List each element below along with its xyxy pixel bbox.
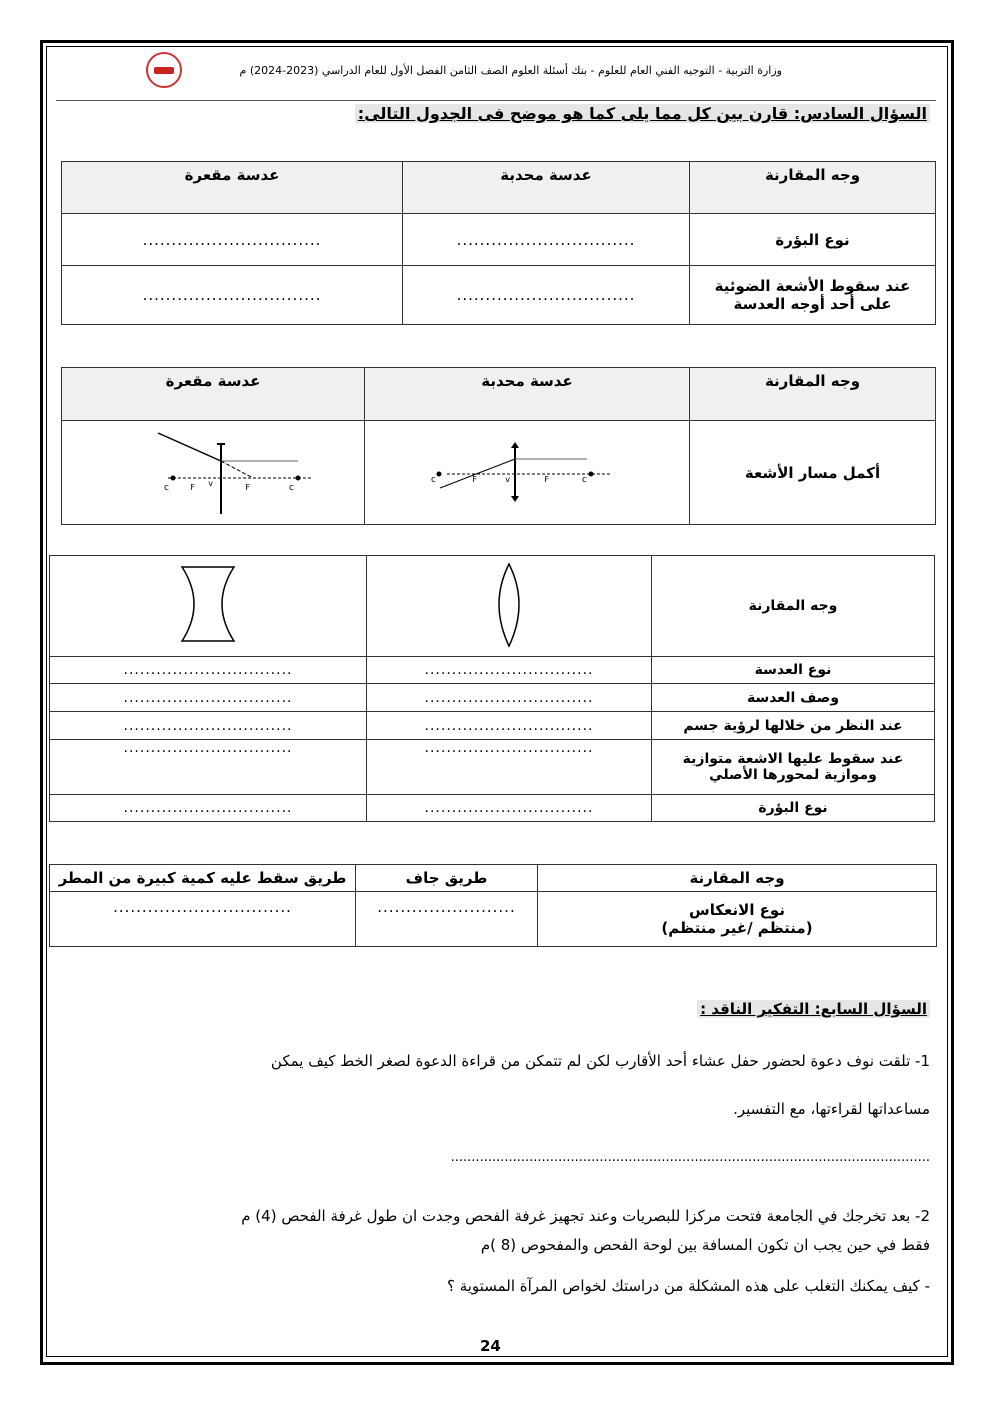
row-label: عند النظر من خلالها لرؤية جسم	[652, 712, 935, 740]
q7-item-2-text-cont: فقط في حين يجب ان تكون المسافة بين لوحة الفحص والمفحوص (8 )م	[480, 1236, 930, 1254]
label-f: F	[245, 482, 250, 492]
answer-blank[interactable]: ...............................	[50, 795, 367, 822]
answer-blank[interactable]: ...............................	[403, 266, 690, 325]
label-c: c	[164, 482, 169, 493]
answer-blank[interactable]: ...............................	[50, 892, 356, 947]
answer-blank[interactable]: ...............................	[62, 214, 403, 266]
label-v: v	[505, 474, 510, 484]
label-f: F	[472, 474, 477, 484]
header-cell: عدسة مقعرة	[62, 368, 365, 421]
q7-item-1-answer[interactable]: ....................................................................................................................	[450, 1150, 930, 1165]
row-label: عند سقوط الأشعة الضوئية على أحد أوجه العدسة	[690, 266, 936, 325]
comparison-table-3	[49, 555, 935, 822]
answer-blank[interactable]: ........................	[356, 892, 538, 947]
label-c: c	[289, 482, 294, 493]
label-f: F	[190, 482, 195, 492]
header-cell: وجه المقارنة	[538, 865, 937, 892]
header-cell: وجه المقارنة	[690, 162, 936, 214]
label-f: F	[544, 474, 549, 484]
comparison-table-4	[49, 864, 937, 947]
header-cell: عدسة مقعرة	[62, 162, 403, 214]
answer-blank[interactable]: ...............................	[403, 214, 690, 266]
comparison-table-2	[61, 367, 936, 525]
row-label: نوع الانعكاس	[689, 901, 785, 919]
concave-lens-image	[50, 556, 367, 657]
question-6-title: السؤال السادس: قارن بين كل مما يلى كما هو موضح فى الجدول التالى:	[355, 104, 930, 123]
row-label: نوع البؤرة	[690, 214, 936, 266]
convex-lens-icon	[484, 556, 534, 652]
label-c: c	[431, 474, 436, 485]
header-cell: عدسة محدبة	[365, 368, 690, 421]
answer-blank[interactable]: ...............................	[50, 684, 367, 712]
ministry-logo-icon	[146, 52, 182, 88]
page-number: 24	[480, 1337, 501, 1355]
row-label: أكمل مسار الأشعة	[690, 421, 936, 525]
header-cell: طريق سقط عليه كمية كبيرة من المطر	[50, 865, 356, 892]
answer-blank[interactable]: ...............................	[50, 712, 367, 740]
answer-blank[interactable]: ...............................	[367, 657, 652, 684]
answer-blank[interactable]: ...............................	[367, 712, 652, 740]
answer-blank[interactable]: ...............................	[367, 740, 652, 795]
q7-item-1-text-cont: مساعداتها لقراءتها، مع التفسير.	[733, 1100, 930, 1118]
q7-item-2-text: 2- بعد تخرجك في الجامعة فتحت مركزا للبصريات وعند تجهيز غرفة الفحص وجدت ان طول غرفة الفحص (4) م	[241, 1207, 930, 1225]
header-divider	[56, 100, 936, 101]
concave-ray-diagram[interactable]	[62, 421, 365, 525]
convex-lens-image	[367, 556, 652, 657]
q7-item-2-question: - كيف يمكنك التغلب على هذه المشكلة من دراستك لخواص المرآة المستوية ؟	[446, 1277, 930, 1295]
answer-blank[interactable]: ...............................	[50, 657, 367, 684]
header-cell: طريق جاف	[356, 865, 538, 892]
row-label-hint: (منتظم /غير منتظم)	[661, 919, 813, 937]
convex-lens-diagram-icon	[427, 436, 627, 506]
concave-lens-diagram-icon	[113, 426, 313, 516]
header-cell: عدسة محدبة	[403, 162, 690, 214]
label-c: c	[582, 474, 587, 485]
q7-item-1-text: 1- تلقت نوف دعوة لحضور حفل عشاء أحد الأقارب لكن لم تتمكن من قراءة الدعوة لصغر الخط كيف يمكن	[270, 1052, 930, 1070]
row-label: نوع العدسة	[652, 657, 935, 684]
convex-ray-diagram[interactable]	[365, 421, 690, 525]
concave-lens-icon	[172, 559, 244, 649]
header-text: وزارة التربية - التوجيه الفني العام للعلوم - بنك أسئلة العلوم الصف الثامن الفصل الأول للعام الدراسي (2023-2024) م	[239, 64, 782, 77]
label-v: v	[208, 478, 213, 488]
answer-blank[interactable]: ...............................	[50, 740, 367, 795]
row-label: وصف العدسة	[652, 684, 935, 712]
comparison-table-1	[61, 161, 936, 325]
question-7-title: السؤال السابع: التفكير الناقد :	[697, 1000, 930, 1018]
header-cell: وجه المقارنة	[690, 368, 936, 421]
answer-blank[interactable]: ...............................	[367, 684, 652, 712]
row-label: نوع البؤرة	[652, 795, 935, 822]
answer-blank[interactable]: ...............................	[367, 795, 652, 822]
row-label: عند سقوط عليها الاشعة متوازية وموازية لمحورها الأصلي	[652, 740, 935, 795]
answer-blank[interactable]: ...............................	[62, 266, 403, 325]
header-cell: وجه المقارنة	[652, 556, 935, 657]
